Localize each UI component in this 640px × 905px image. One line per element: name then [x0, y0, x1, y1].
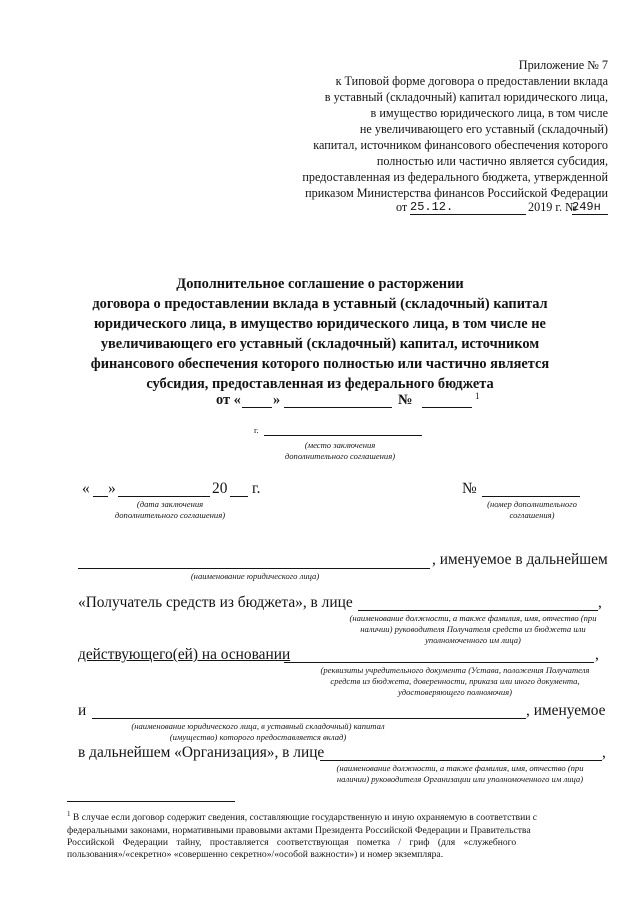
agreement-number-block: [462, 480, 582, 500]
agreement-month-blank: [284, 392, 392, 408]
legal-entity-name-blank: [78, 554, 430, 569]
date-caption-1: (дата заключения: [136, 499, 204, 509]
date-year-suffix: г.: [252, 480, 261, 497]
order-date-blank: [494, 199, 526, 215]
organization-caption-1: (наименование юридического лица, в уставный складочный) капитал: [131, 721, 385, 731]
order-date-value: 25.12.: [410, 199, 494, 215]
order-date-prefix: от: [396, 200, 408, 214]
number-sign: №: [398, 392, 413, 408]
named-hereinafter-text: , именуемое в дальнейшем: [432, 551, 608, 568]
appendix-line: приказом Министерства финансов Российской Федерации: [305, 186, 608, 200]
date-day-blank: [93, 481, 108, 497]
organization-person-blank: [320, 746, 602, 761]
appendix-line: в уставный (складочный) капитал юридического лица,: [324, 90, 608, 104]
footnote-reference: 1: [475, 391, 480, 401]
appendix-line: капитал, источником финансового обеспечения которого: [313, 138, 608, 152]
number-caption-1: (номер дополнительного: [487, 499, 577, 509]
title-line: юридического лица, в имущество юридического лица, в том числе не: [94, 316, 546, 332]
organization-caption-2: (имущество) которого предоставляется вклад): [169, 732, 347, 742]
organization-named-text: , именуемое: [526, 702, 606, 719]
basis-caption-1: (реквизиты учредительного документа (Устава, положения Получателя: [320, 665, 590, 675]
order-year-text: 2019 г. №: [528, 200, 577, 214]
date-day-open: «: [82, 480, 90, 497]
place-caption-1: (место заключения: [304, 440, 376, 450]
acting-basis-blank: [284, 648, 594, 663]
place-blank: [264, 425, 422, 436]
footnote-line-2: федеральными законами, нормативными правовыми актами Президента Российской Федерации и Правительства: [67, 824, 531, 836]
appendix-line: не увеличивающего его уставный (складочный): [359, 122, 608, 136]
date-close-quote: »: [273, 392, 281, 408]
acting-basis-text: действующего(ей) на основании: [78, 646, 291, 663]
footnote-marker: 1: [67, 810, 71, 818]
recipient-text: «Получатель средств из бюджета», в лице: [78, 594, 353, 611]
and-text: и: [78, 702, 87, 719]
place-line: [254, 425, 424, 441]
footnote: [67, 808, 607, 862]
agreement-date-number-line: [216, 390, 480, 412]
appendix-line: к Типовой форме договора о предоставлении вклада: [335, 74, 608, 88]
footnote-line-1: [67, 808, 607, 825]
appendix-line: полностью или частично является субсидия,: [376, 154, 608, 168]
place-prefix: г.: [254, 425, 259, 435]
date-day-close: »: [108, 480, 116, 497]
agreement-number-sign: №: [462, 480, 477, 497]
organization-person-caption-2: наличии) руководителя Организации или уполномоченного им лица): [336, 774, 584, 784]
date-open-quote: от «: [216, 392, 241, 408]
agreement-date-block: [82, 480, 282, 500]
basis-caption-3: удостоверяющего полномочия): [397, 687, 513, 697]
order-date-line: [396, 199, 608, 215]
appendix-line: предоставленная из федерального бюджета, утвержденной: [302, 170, 608, 184]
date-year-blank: [230, 481, 248, 497]
footnote-line-4: пользования»/«секретно» «совершенно секретно»/«особой важности») и номер экземпляра.: [67, 849, 444, 861]
acting-basis-comma: ,: [595, 646, 599, 663]
date-month-blank: [118, 481, 210, 497]
appendix-title: Приложение № 7: [518, 58, 608, 72]
footnote-line-3: Российской Федерации тайну, проставляется соответствующая пометка / гриф (для «служебного: [67, 837, 517, 848]
title-line: финансового обеспечения которого полностью или частично является: [90, 356, 550, 372]
title-line: увеличивающего его уставный (складочный) капитал, источником: [100, 336, 540, 352]
organization-name-blank: [92, 704, 526, 719]
agreement-number-field: [482, 481, 580, 497]
title-line: Дополнительное соглашение о расторжении: [176, 276, 464, 292]
basis-caption-2: средств из бюджета, доверенности, приказа или иного документа,: [330, 676, 580, 686]
date-caption-2: дополнительного соглашения): [114, 510, 226, 520]
footnote-text-1: В случае если договор содержит сведения, составляющие государственную и иную охраняемую в соответствии с: [72, 812, 538, 824]
date-century: 20: [212, 480, 228, 497]
agreement-day-blank: [242, 392, 272, 408]
recipient-person-caption-1: (наименование должности, а также фамилия, имя, отчество (при: [349, 613, 597, 623]
recipient-person-caption-2: наличии) руководителя Получателя средств из бюджета или: [360, 624, 586, 634]
organization-comma: ,: [602, 744, 606, 761]
agreement-number-blank: [422, 392, 472, 408]
number-caption-2: соглашения): [509, 510, 555, 520]
footnote-separator: [67, 801, 235, 802]
title-line: договора о предоставлении вклада в уставный (складочный) капитал: [92, 296, 548, 312]
legal-entity-caption: (наименование юридического лица): [190, 571, 320, 581]
recipient-person-blank: [358, 596, 598, 611]
recipient-comma: ,: [598, 594, 602, 611]
organization-text: в дальнейшем «Организация», в лице: [78, 744, 325, 761]
appendix-line: в имущество юридического лица, в том числе: [370, 106, 608, 120]
title-line: субсидия, предоставленная из федерального бюджета: [146, 376, 494, 392]
organization-person-caption-1: (наименование должности, а также фамилия, имя, отчество (при: [336, 763, 584, 773]
recipient-person-caption-3: уполномоченного им лица): [425, 635, 521, 645]
order-number-value: 249н: [572, 199, 608, 215]
place-caption-2: дополнительного соглашения): [284, 451, 396, 461]
